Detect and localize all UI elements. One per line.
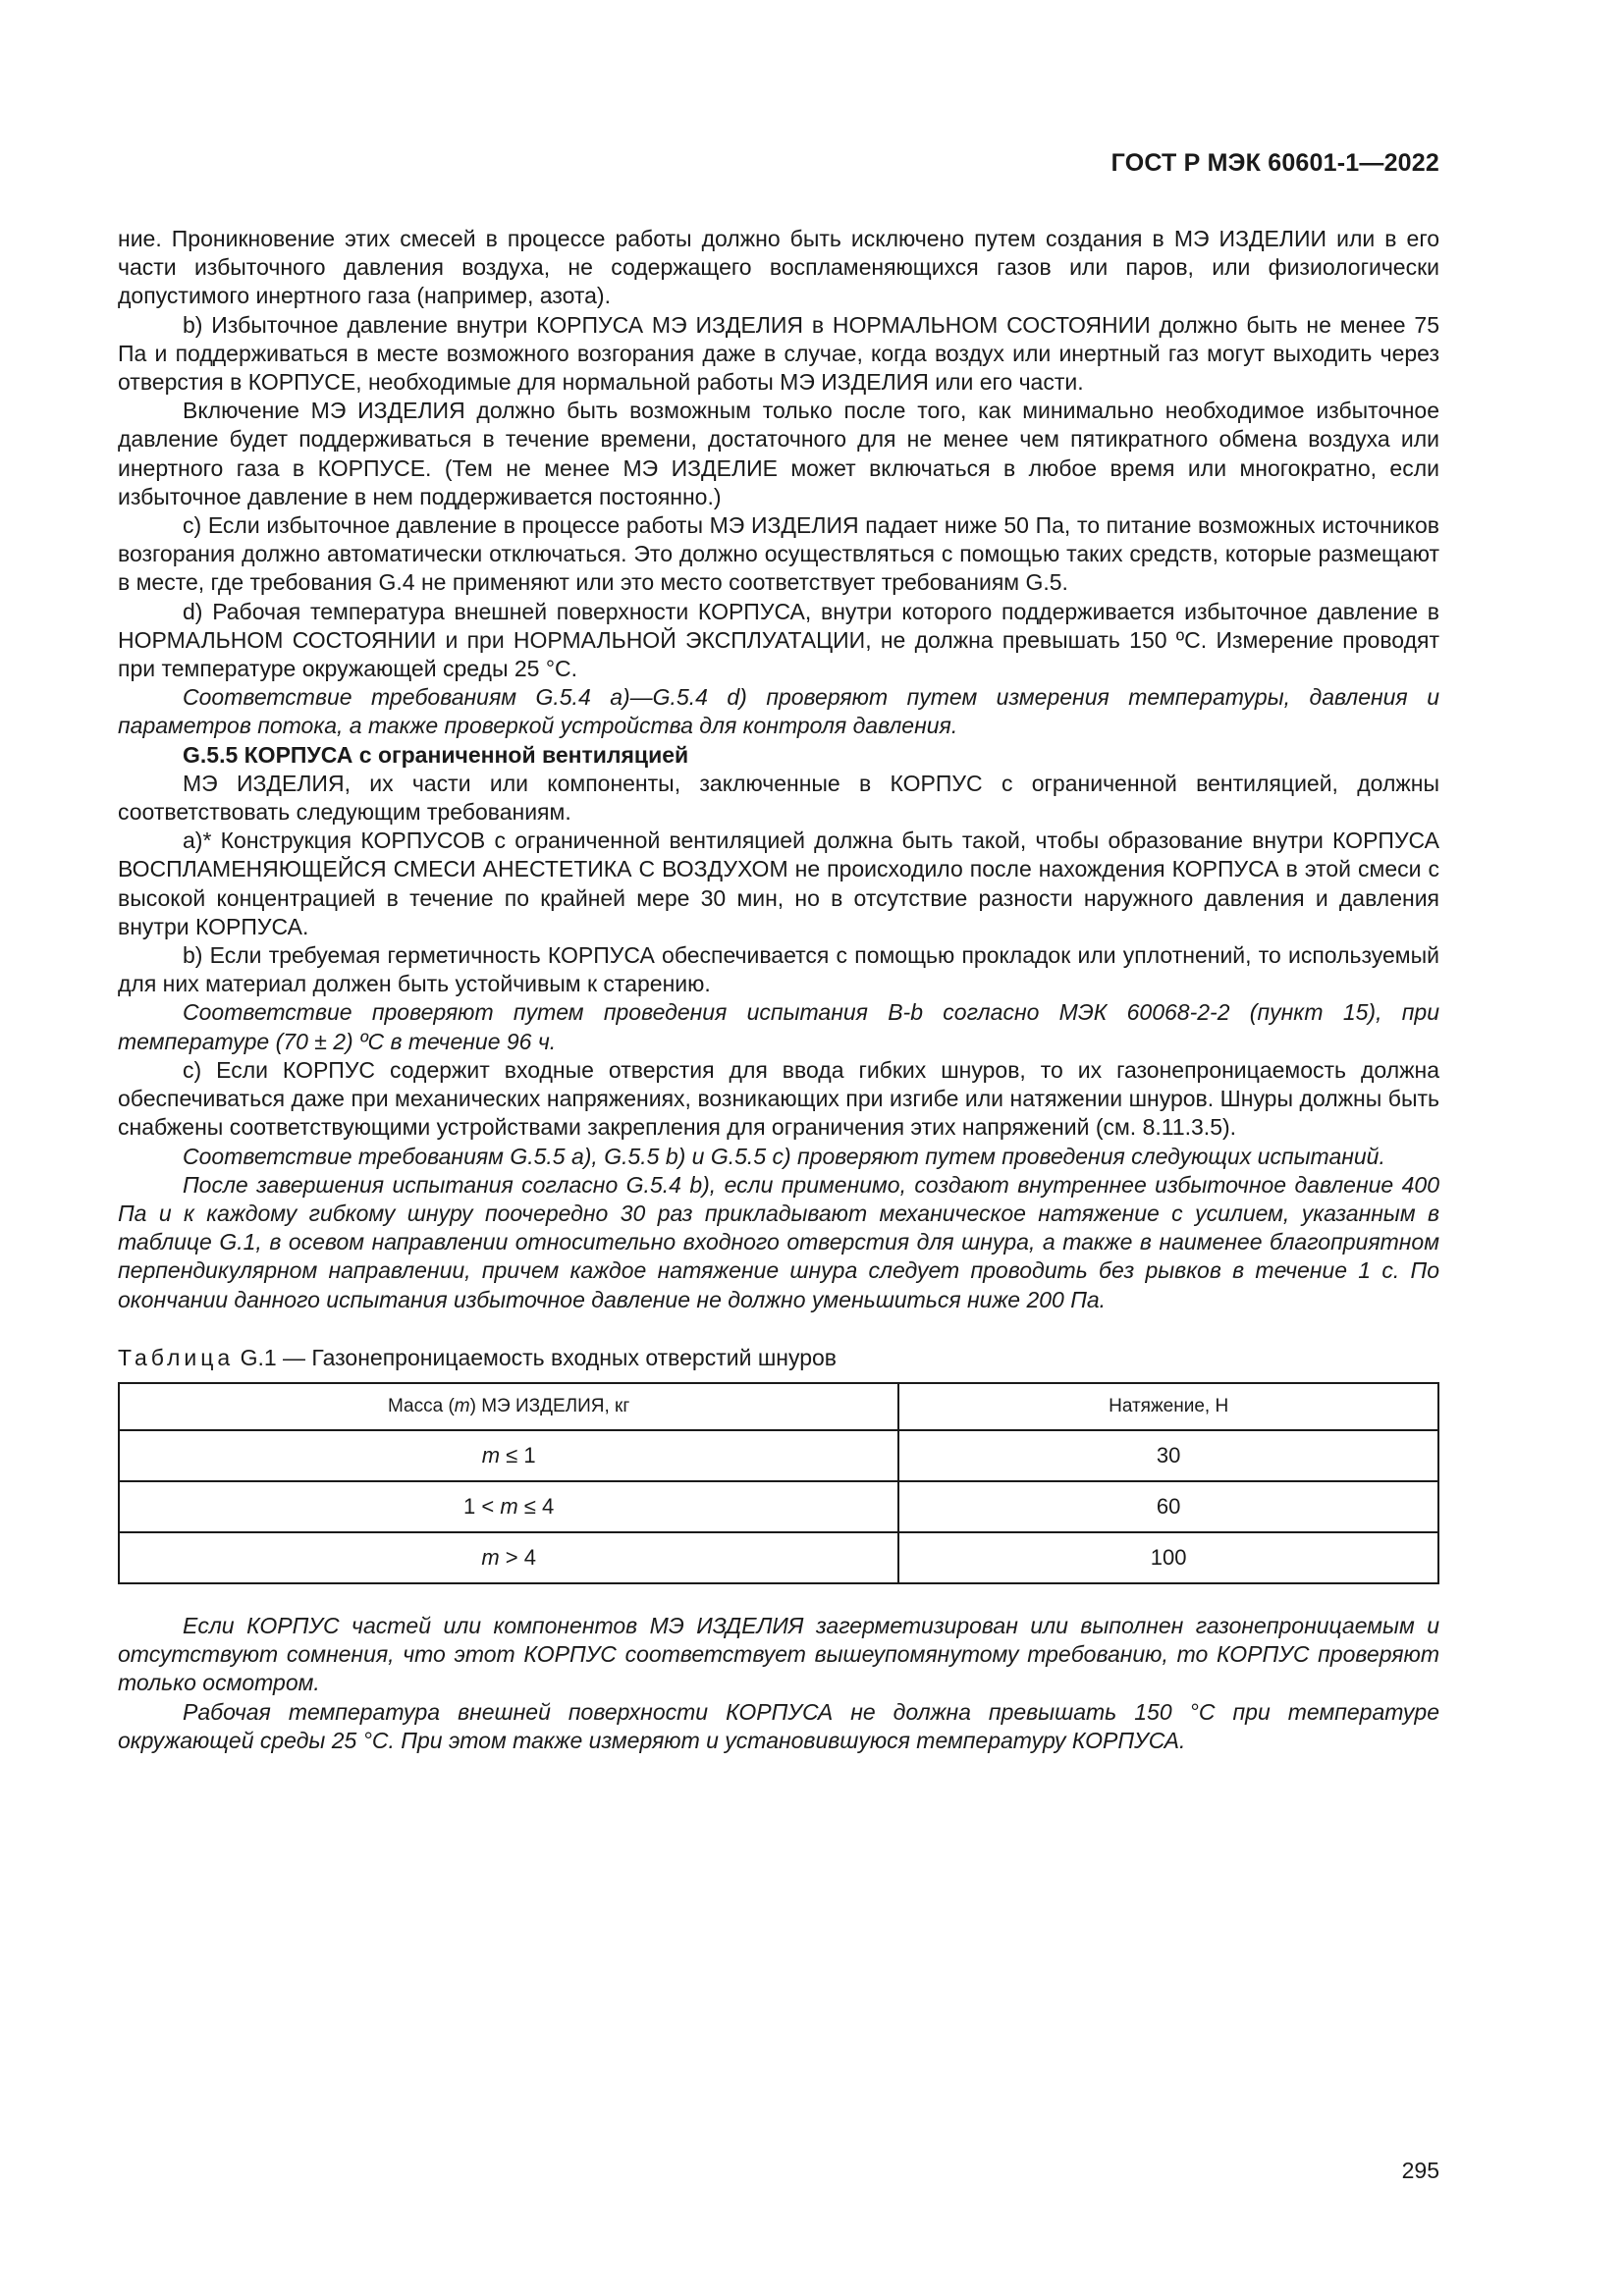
table-row xyxy=(119,1532,1438,1583)
table-cell-tension: 30 xyxy=(898,1430,1438,1481)
table-cell-mass: m ≤ 1 xyxy=(119,1430,898,1481)
compliance-note-g54: Соответствие требованиям G.5.4 а)—G.5.4 d) проверяют путем измерения температуры, давления и параметров потока, а также проверкой устройства для контроля давления. xyxy=(118,684,1439,739)
table-cell-mass: m > 4 xyxy=(119,1532,898,1583)
table-row xyxy=(119,1430,1438,1481)
table-caption xyxy=(118,1344,1439,1372)
paragraph-item-b: b) Избыточное давление внутри КОРПУСА МЭ ИЗДЕЛИЯ в НОРМАЛЬНОМ СОСТОЯНИИ должно быть не менее 75 Па и поддерживаться в месте возможного возгорания даже в случае, когда воздух или инертный газ могут выходить через отверстия в КОРПУСЕ, необходимые для нормальной работы МЭ ИЗДЕЛИЯ или его части. xyxy=(118,311,1439,396)
table-cell-tension: 60 xyxy=(898,1481,1438,1532)
paragraph-item-d: d) Рабочая температура внешней поверхности КОРПУСА, внутри которого поддерживается избыточное давление в НОРМАЛЬНОМ СОСТОЯНИИ и при НОРМАЛЬНОЙ ЭКСПЛУАТАЦИИ, не должна превышать 150 ºС. Измерение проводят при температуре окружающей среды 25 °С. xyxy=(118,598,1439,682)
section-heading-g55: G.5.5 КОРПУСА с ограниченной вентиляцией xyxy=(183,741,689,768)
compliance-note-aging: Соответствие проверяют путем проведения испытания В-b согласно МЭК 60068-2-2 (пункт 15), при температуре (70 ± 2) ºС в течение 96 ч. xyxy=(118,999,1439,1054)
header-tension: Натяжение, Н xyxy=(898,1383,1438,1430)
document-code-header: ГОСТ Р МЭК 60601-1—2022 xyxy=(1110,149,1439,177)
table-caption-word: Таблица xyxy=(118,1344,235,1370)
table-caption-text: G.1 — Газонепроницаемость входных отверстий шнуров xyxy=(240,1344,838,1370)
table-header-row xyxy=(119,1383,1438,1430)
page-number: 295 xyxy=(1401,2158,1439,2183)
paragraph-g55-item-c: c) Если КОРПУС содержит входные отверстия для ввода гибких шнуров, то их газонепроницаемость должна обеспечиваться даже при механических напряжениях, возникающих при изгибе или натяжении шнуров. Шнуры должны быть снабжены соответствующими устройствами закрепления для ограничения этих напряжений (см. 8.11.3.5). xyxy=(118,1056,1439,1141)
inspection-note: Если КОРПУС частей или компонентов МЭ ИЗДЕЛИЯ загерметизирован или выполнен газонепроницаемым и отсутствуют сомнения, что этот КОРПУС соответствует вышеупомянутому требованию, то КОРПУС проверяют только осмотром. xyxy=(118,1612,1439,1696)
document-body xyxy=(118,225,1439,1755)
header-mass-label: Масса (m) МЭ ИЗДЕЛИЯ, кг xyxy=(388,1396,630,1417)
paragraph-g55-intro: МЭ ИЗДЕЛИЯ, их части или компоненты, заключенные в КОРПУС с ограниченной вентиляцией, должны соответствовать следующим требованиям. xyxy=(118,770,1439,826)
test-procedure-paragraph: После завершения испытания согласно G.5.4 b), если применимо, создают внутреннее избыточное давление 400 Па и к каждому гибкому шнуру поочередно 30 раз прикладывают механическое натяжение с усилием, указанным в таблице G.1, в осевом направлении относительно входного отверстия для шнура, а также в наименее благоприятном перпендикулярном направлении, причем каждое натяжение шнура следует проводить без рывков в течение 1 с. По окончании данного испытания избыточное давление не должно уменьшиться ниже 200 Па. xyxy=(118,1171,1439,1312)
table-cell-mass: 1 < m ≤ 4 xyxy=(119,1481,898,1532)
table-cell-tension: 100 xyxy=(898,1532,1438,1583)
paragraph-item-c: c) Если избыточное давление в процессе работы МЭ ИЗДЕЛИЯ падает ниже 50 Па, то питание возможных источников возгорания должно автоматически отключаться. Это должно осуществляться с помощью таких средств, которые размещают в месте, где требования G.4 не применяют или это место соответствует требованиям G.5. xyxy=(118,512,1439,596)
paragraph-activation: Включение МЭ ИЗДЕЛИЯ должно быть возможным только после того, как минимально необходимое избыточное давление будет поддерживаться в течение времени, достаточного для не менее чем пятикратного обмена воздуха или инертного газа в КОРПУСЕ. (Тем не менее МЭ ИЗДЕЛИЕ может включаться в любое время или многократно, если избыточное давление в нем поддерживается постоянно.) xyxy=(118,398,1439,509)
header-mass xyxy=(119,1383,898,1430)
paragraph-g55-item-b: b) Если требуемая герметичность КОРПУСА обеспечивается с помощью прокладок или уплотнений, то используемый для них материал должен быть устойчивым к старению. xyxy=(118,942,1439,997)
paragraph-g55-item-a: а)* Конструкция КОРПУСОВ с ограниченной вентиляцией должна быть такой, чтобы образование внутри КОРПУСА ВОСПЛАМЕНЯЮЩЕЙСЯ СМЕСИ АНЕСТЕТИКА С ВОЗДУХОМ не происходило после нахождения КОРПУСА в этой смеси с высокой концентрацией в течение по крайней мере 30 мин, но в отсутствие разности наружного давления и давления внутри КОРПУСА. xyxy=(118,828,1439,939)
cord-tension-table xyxy=(118,1382,1439,1584)
compliance-note-g55: Соответствие требованиям G.5.5 а), G.5.5 b) и G.5.5 c) проверяют путем проведения следующих испытаний. xyxy=(183,1143,1385,1169)
paragraph-continuation: ние. Проникновение этих смесей в процессе работы должно быть исключено путем создания в МЭ ИЗДЕЛИИ или в его части избыточного давления воздуха, не содержащего воспламеняющихся газов или паров, или физиологически допустимого инертного газа (например, азота). xyxy=(118,226,1439,309)
table-row xyxy=(119,1481,1438,1532)
temperature-note: Рабочая температура внешней поверхности КОРПУСА не должна превышать 150 °С при температуре окружающей среды 25 °С. При этом также измеряют и установившуюся температуру КОРПУСА. xyxy=(118,1698,1439,1753)
